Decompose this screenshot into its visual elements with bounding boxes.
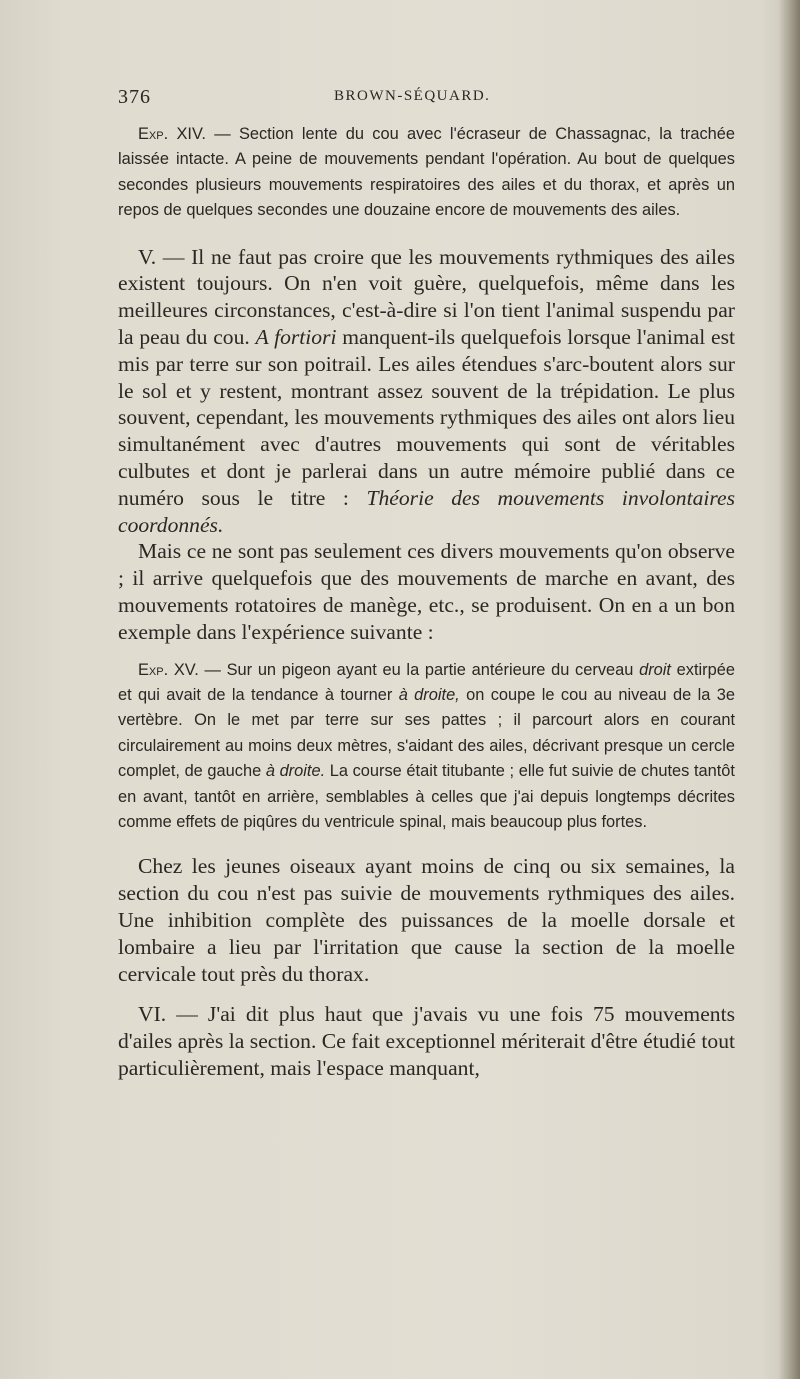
experiment-text: La course était titubante ; elle fut suivie de chutes tantôt en avant, tantôt en arrière, semblables à celles que j'ai depuis longtemps décrites comme effets de piqûres du ventricule spinal, mais beaucoup plus fortes. [118, 762, 735, 832]
experiment-text: — Section lente du cou avec l'écraseur de Chassagnac, la trachée laissée intacte. A peine de mouvements pendant l'opération. Au bout de quelques secondes plusieurs mouvements respiratoires des ailes et du thorax, et après un repos de quelques secondes une douzaine encore de mouvements des ailes. [118, 125, 736, 220]
experiment-15-paragraph [118, 658, 735, 836]
experiment-text: extirpée et qui avait de la tendance à tourner [118, 660, 735, 704]
section-5-paragraph [118, 244, 735, 646]
experiment-label: Exp. XV. [138, 660, 199, 679]
italic-text: à droite, [398, 685, 460, 704]
italic-text: à droite. [265, 762, 326, 781]
paragraph-text: Mais ce ne sont pas seulement ces divers mouvements qu'on observe ; il arrive quelquefois que des mouvements de marche en avant, des mouvements rotatoires de manège, etc., se produisent. On en a un bon exemple dans l'expérience suivante : [118, 539, 735, 644]
italic-text: droit [639, 660, 671, 679]
experiment-label: Exp. XIV. [138, 125, 206, 143]
page-body [118, 122, 735, 1082]
memoir-title: Théorie des mouvements involontaires coordonnés. [118, 485, 735, 537]
experiment-text: — Sur un pigeon ayant eu la partie antérieure du cerveau [204, 660, 640, 679]
experiment-14-paragraph [118, 122, 735, 224]
experiment-text: on coupe le cou au niveau de la 3e vertèbre. On le met par terre sur ses pattes ; il parcourt alors en courant circulairement au moins deux mètres, s'aidant des ailes, décrivant presque un cercle complet, de gauche [118, 685, 735, 781]
italic-text: A fortiori [255, 325, 337, 350]
paragraph-text: manquent-ils quelquefois lorsque l'animal est mis par terre sur son poitrail. Les ailes étendues s'arc-boutent alors sur le sol et y restent, montrant assez souvent de la trépidation. Le plus souvent, cependant, les mouvements rythmiques des ailes ont alors lieu simultanément avec d'autres mouvements qui sont de véritables culbutes et dont je parlerai dans un autre mémoire publié dans ce numéro sous le titre : [118, 325, 735, 510]
young-birds-paragraph: Chez les jeunes oiseaux ayant moins de cinq ou six semaines, la section du cou n'est pas suivie de mouvements rythmiques des ailes. Une inhibition complète des puissances de la moelle dorsale et lombaire a lieu par l'irritation que cause la section de la moelle cervicale tout près du thorax. [118, 854, 735, 986]
page-number: 376 [118, 86, 151, 108]
running-title: BROWN-SÉQUARD. [334, 88, 491, 104]
page-edge-shadow [778, 0, 800, 1379]
section-6-paragraph: VI. — J'ai dit plus haut que j'avais vu une fois 75 mouvements d'ailes après la section. Ce fait exceptionnel mériterait d'être étudié tout particulièrement, mais l'espace manquant, [118, 1002, 735, 1080]
paragraph-text: V. — Il ne faut pas croire que les mouvements rythmiques des ailes existent toujours. On n'en voit guère, quelquefois, même dans les meilleures circonstances, c'est-à-dire si l'on tient l'animal suspendu par la peau du cou. [118, 244, 735, 350]
